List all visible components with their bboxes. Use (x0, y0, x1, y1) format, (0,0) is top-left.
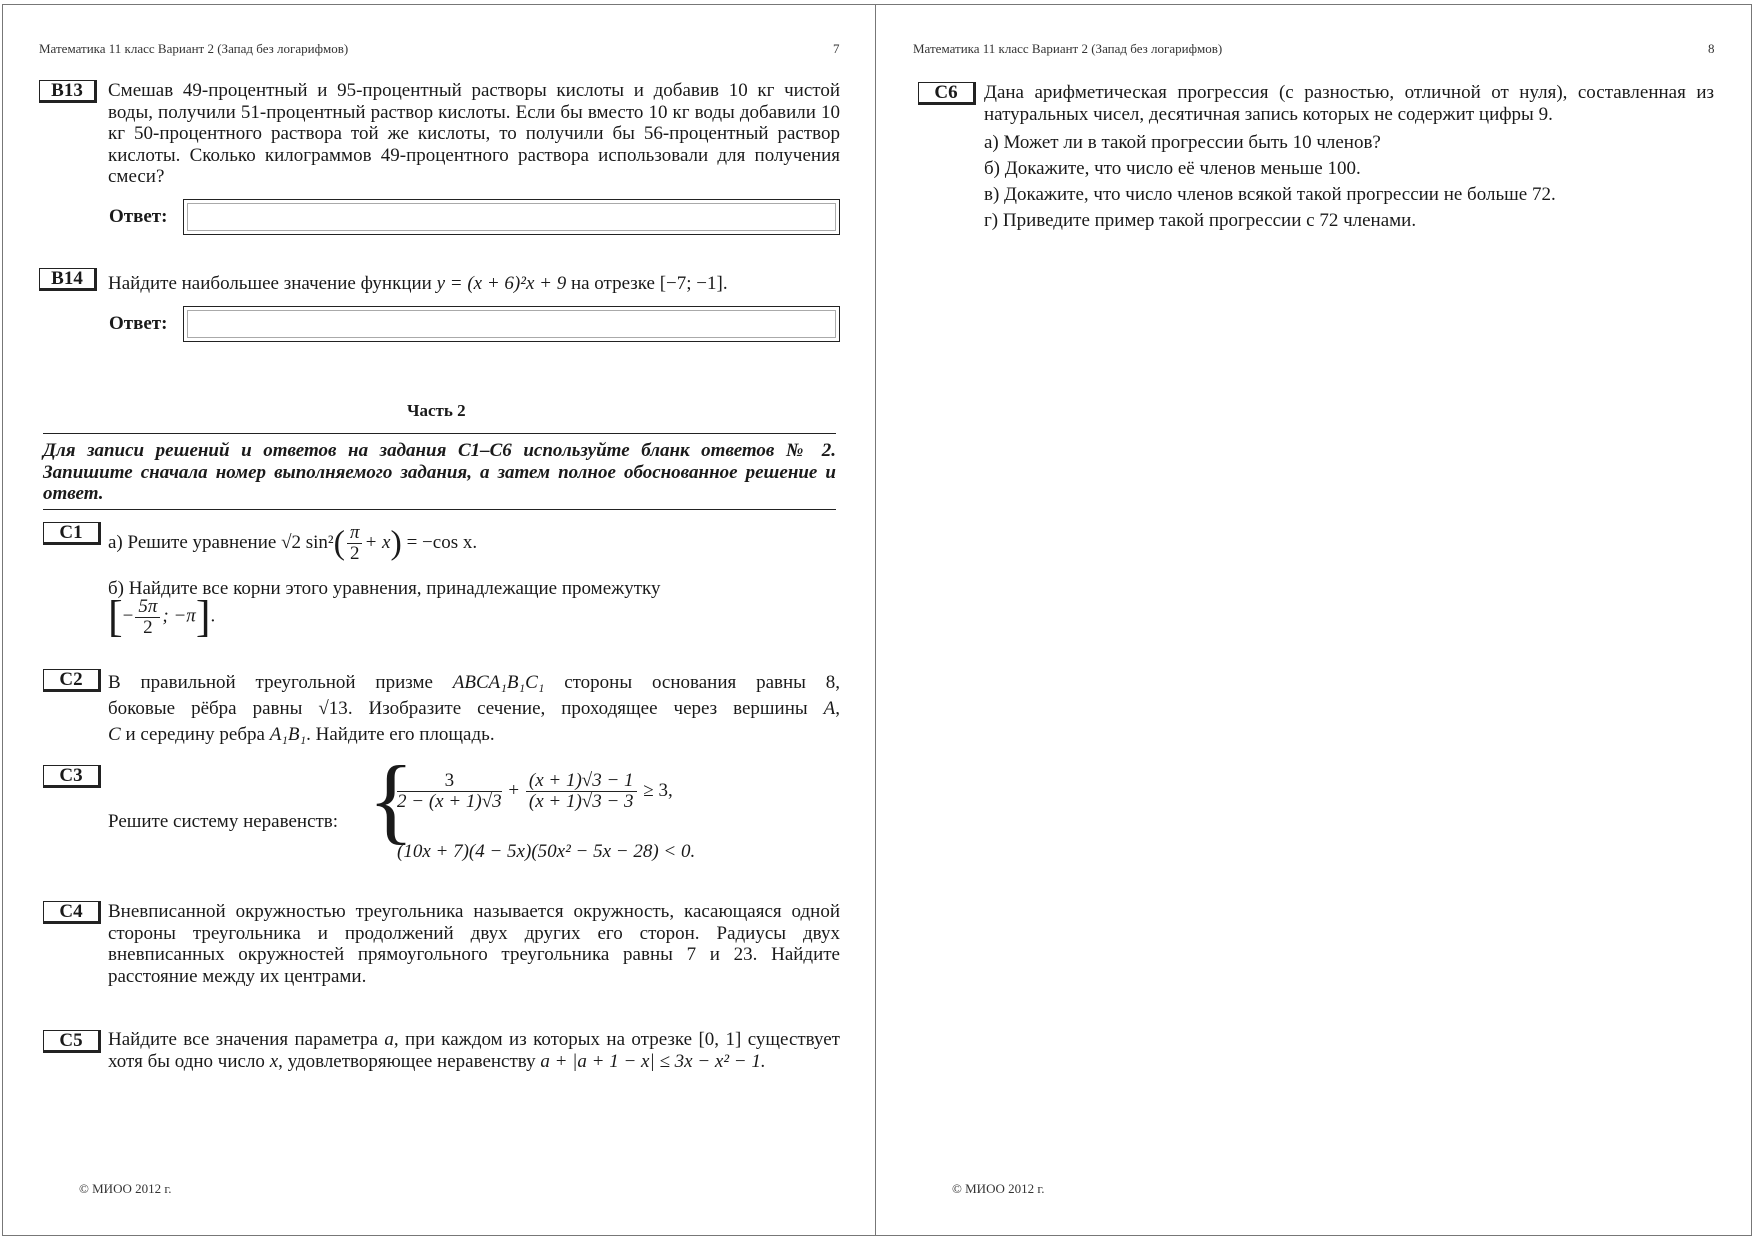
c1-part-a (108, 523, 848, 564)
task-text: Смешав 49-процентный и 95-процентный растворы кислоты и добавив 10 кг чистой воды, получили 51-процентный раствор кислоты. Если бы вместо 10 кг воды добавили 10 кг 50-процентного раствора той же кислоты, то получили бы 56-процентный раствор кислоты. Сколько килограммов 49-процентного раствора использовали для получения смеси? (108, 80, 840, 187)
parameter: a (384, 1029, 394, 1050)
operator: + (508, 779, 520, 801)
task-text-part: Найдите наибольшее значение функции (108, 273, 437, 294)
text: а) Решите уравнение (108, 531, 282, 553)
task-text-part: на отрезке [−7; −1]. (566, 273, 728, 294)
task-label: B14 (39, 268, 97, 291)
part-title: Часть 2 (407, 401, 466, 420)
task-items (984, 130, 1714, 234)
line-3 (108, 722, 840, 748)
task-label: С2 (43, 669, 101, 692)
text: . Изобразите сечение, проходящее через вершины (347, 698, 824, 719)
formula-lead: √2 sin² (281, 531, 334, 553)
fraction (135, 597, 160, 638)
edge: A₁B₁ (269, 724, 307, 745)
bracket-open: [ (108, 592, 123, 641)
inequality-2: (10x + 7)(4 − 5x)(50x² − 5x − 28) < 0. (397, 841, 696, 862)
rhs: ≥ 3, (643, 779, 673, 801)
answer-label: Ответ: (109, 206, 168, 227)
inequality-1 (395, 771, 673, 812)
paren-open: ( (333, 524, 345, 562)
line-2 (108, 696, 840, 722)
task-label: С3 (43, 765, 101, 788)
page-right (876, 4, 1752, 1236)
text: Найдите все значения параметра (108, 1029, 385, 1050)
task-text (108, 670, 840, 748)
task-label: С5 (43, 1030, 101, 1053)
task-item: а) Может ли в такой прогрессии быть 10 членов? (984, 132, 1381, 153)
c1-interval: [− $\frac{5\pi}{2}$ ; −π]. (108, 592, 216, 641)
task-intro: Дана арифметическая прогрессия (с разностью, отличной от нуля), составленная из натуральных чисел, десятичная запись которых не содержит цифры 9. (984, 82, 1714, 125)
line-1 (108, 670, 840, 696)
system-brace: { (368, 746, 415, 853)
fraction-1 (397, 771, 502, 812)
paren-close: ) (390, 524, 402, 562)
answer-label: Ответ: (109, 313, 168, 334)
interval-tail: ; −π (162, 605, 196, 627)
rhs: = −cos x. (401, 531, 478, 553)
text: , при каждом из которых на отрезке [0, 1] существует хотя бы одно число (108, 1029, 840, 1072)
vertex: A (823, 698, 836, 719)
page-header: Математика 11 класс Вариант 2 (Запад без логарифмов) (913, 41, 1223, 56)
page-number: 8 (1708, 41, 1715, 56)
denominator: (x + 1)√3 − 3 (528, 791, 634, 812)
numerator: 5π (135, 597, 160, 618)
c1-part-b: б) Найдите все корни этого уравнения, принадлежащие промежутку (108, 578, 661, 599)
formula: a + |a + 1 − x| ≤ 3x − x² − 1. (540, 1050, 766, 1072)
text: , удовлетворяющее неравенству (278, 1050, 541, 1072)
fraction-2 (526, 771, 637, 812)
task-item: в) Докажите, что число членов всякой такой прогрессии не больше 72. (984, 184, 1556, 205)
task-text (108, 273, 848, 295)
text: , (835, 698, 840, 719)
page-footer: © МИОО 2012 г. (952, 1181, 1045, 1196)
minus: − (122, 605, 134, 627)
task-text (108, 1029, 840, 1072)
numerator: π (347, 523, 363, 544)
task-text: Вневписанной окружностью треугольника называется окружность, касающаяся одной стороны треугольника и продолжений двух других его сторон. Радиусы двух вневписанных окружностей прямоугольного треугольника равны 7 и 23. Найдите расстояние между их центрами. (108, 901, 840, 987)
denominator: 2 − (x + 1)√3 (397, 791, 502, 812)
page-left (2, 4, 876, 1236)
formula: y = (x + 6)²x + 9 (436, 273, 567, 294)
answer-box[interactable] (183, 306, 840, 342)
task-label: B13 (39, 80, 97, 103)
bracket-close: ] (195, 592, 211, 641)
text: В правильной треугольной призме (108, 672, 453, 693)
task-label: С4 (43, 901, 101, 924)
denominator: 2 (143, 616, 153, 638)
variable: x (269, 1050, 279, 1072)
page-footer: © МИОО 2012 г. (79, 1181, 172, 1196)
task-label: С6 (918, 82, 976, 105)
task-label: С1 (43, 522, 101, 545)
text: стороны основания равны 8, (544, 672, 840, 693)
task-item: г) Приведите пример такой прогрессии с 72 членами. (984, 210, 1417, 231)
page-header: Математика 11 класс Вариант 2 (Запад без логарифмов) (39, 41, 349, 56)
prism: ABCA₁B₁C₁ (452, 672, 545, 693)
numerator: (x + 1)√3 − 1 (526, 771, 637, 792)
text: и середину ребра (120, 724, 270, 745)
page-number: 7 (833, 41, 840, 56)
task-item: б) Докажите, что число её членов меньше 100. (984, 158, 1361, 179)
denominator: 2 (349, 543, 360, 564)
text: . Найдите его площадь. (306, 724, 495, 745)
numerator: 3 (397, 771, 502, 792)
vertex: C (108, 724, 121, 745)
fraction (347, 523, 363, 564)
answer-box[interactable] (183, 199, 840, 235)
text: боковые рёбра равны (108, 698, 319, 719)
root: √13 (318, 698, 348, 719)
instructions: Для записи решений и ответов на задания С1–С6 используйте бланк ответов № 2. Запишите сначала номер выполняемого задания, а затем полное обоснованное решение и ответ. (43, 433, 836, 510)
task-text (984, 82, 1714, 234)
formula-tail: + x (364, 531, 391, 553)
task-intro: Решите систему неравенств: (108, 811, 339, 832)
